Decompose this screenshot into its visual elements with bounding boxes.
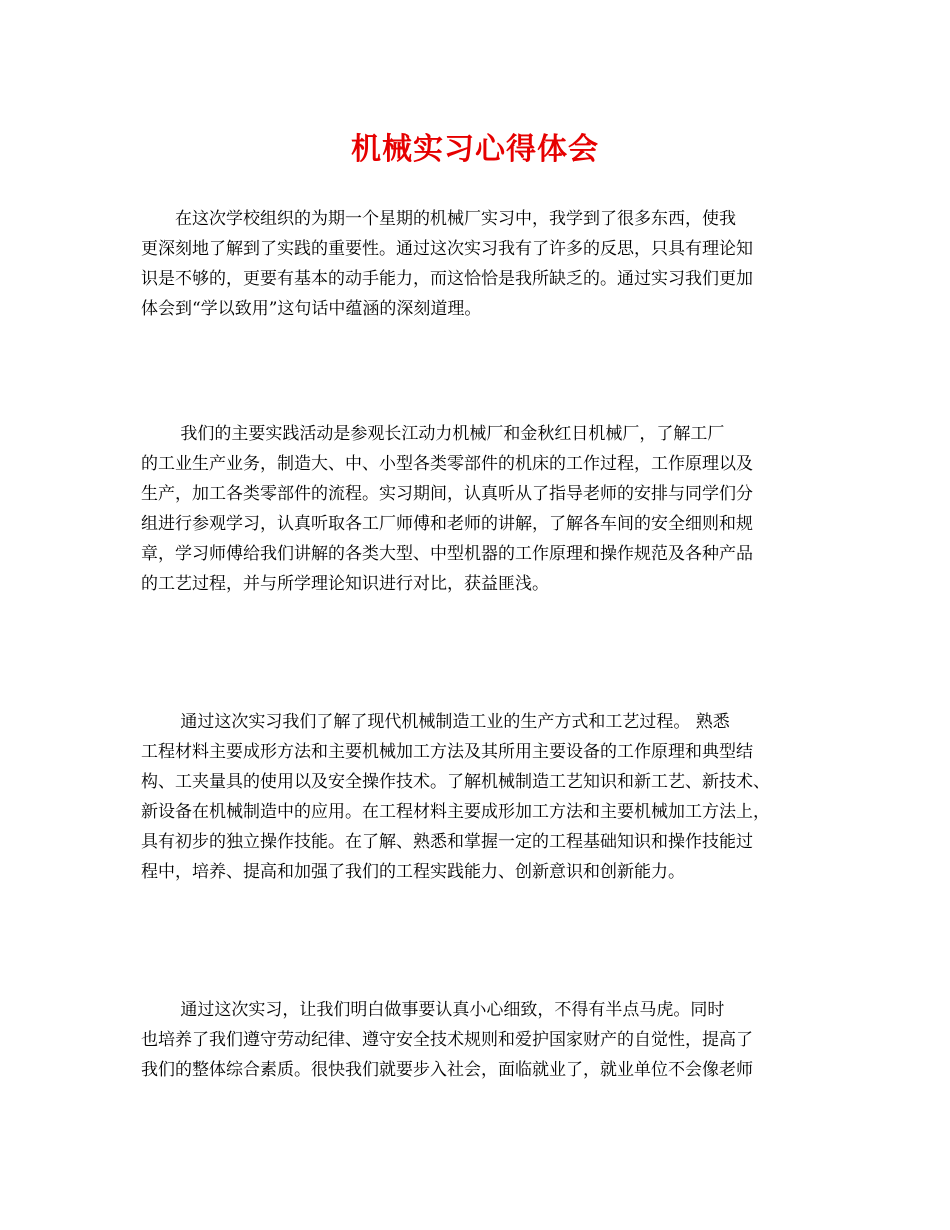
paragraph-line: 组进行参观学习，认真听取各工厂师傅和老师的讲解，了解各车间的安全细则和规 (141, 514, 753, 534)
paragraph-line: 生产，加工各类零部件的流程。实习期间，认真听从了指导老师的安排与同学们分 (141, 484, 753, 504)
paragraph-4 (141, 995, 831, 1085)
paragraph-line: 通过这次实习，让我们明白做事要认真小心细致，不得有半点马虎。同时 (141, 1000, 725, 1020)
paragraph-line: 也培养了我们遵守劳动纪律、遵守安全技术规则和爱护国家财产的自觉性，提高了 (141, 1030, 753, 1050)
paragraph-line: 章，学习师傅给我们讲解的各类大型、中型机器的工作原理和操作规范及各种产品 (141, 544, 753, 564)
paragraph-line: 具有初步的独立操作技能。在了解、熟悉和掌握一定的工程基础知识和操作技能过 (141, 832, 753, 852)
paragraph-line: 我们的主要实践活动是参观长江动力机械厂和金秋红日机械厂，了解工厂 (141, 424, 725, 444)
paragraph-line: 通过这次实习我们了解了现代机械制造工业的生产方式和工艺过程。 熟悉 (141, 712, 730, 732)
paragraph-line: 在这次学校组织的为期一个星期的机械厂实习中，我学到了很多东西，使我 (141, 209, 736, 229)
paragraph-line: 构、工夹量具的使用以及安全操作技术。了解机械制造工艺知识和新工艺、新技术、 (141, 772, 770, 792)
paragraph-line: 工程材料主要成形方法和主要机械加工方法及其所用主要设备的工作原理和典型结 (141, 742, 753, 762)
document-title: 机械实习心得体会 (351, 132, 599, 167)
paragraph-line: 程中，培养、提高和加强了我们的工程实践能力、创新意识和创新能力。 (141, 862, 685, 882)
paragraph-line: 我们的整体综合素质。很快我们就要步入社会，面临就业了，就业单位不会像老师 (141, 1060, 753, 1080)
paragraph-line: 体会到“学以致用”这句话中蕴涵的深刻道理。 (141, 299, 482, 319)
paragraph-line: 识是不够的，更要有基本的动手能力，而这恰恰是我所缺乏的。通过实习我们更加 (141, 269, 753, 289)
paragraph-line: 的工艺过程，并与所学理论知识进行对比，获益匪浅。 (141, 574, 549, 594)
paragraph-3 (141, 707, 831, 887)
paragraph-line: 更深刻地了解到了实践的重要性。通过这次实习我有了许多的反思，只具有理论知 (141, 239, 753, 259)
paragraph-line: 新设备在机械制造中的应用。在工程材料主要成形加工方法和主要机械加工方法上， (141, 802, 770, 822)
paragraph-2 (141, 419, 831, 599)
paragraph-line: 的工业生产业务，制造大、中、小型各类零部件的机床的工作过程，工作原理以及 (141, 454, 753, 474)
paragraph-1 (141, 204, 831, 324)
